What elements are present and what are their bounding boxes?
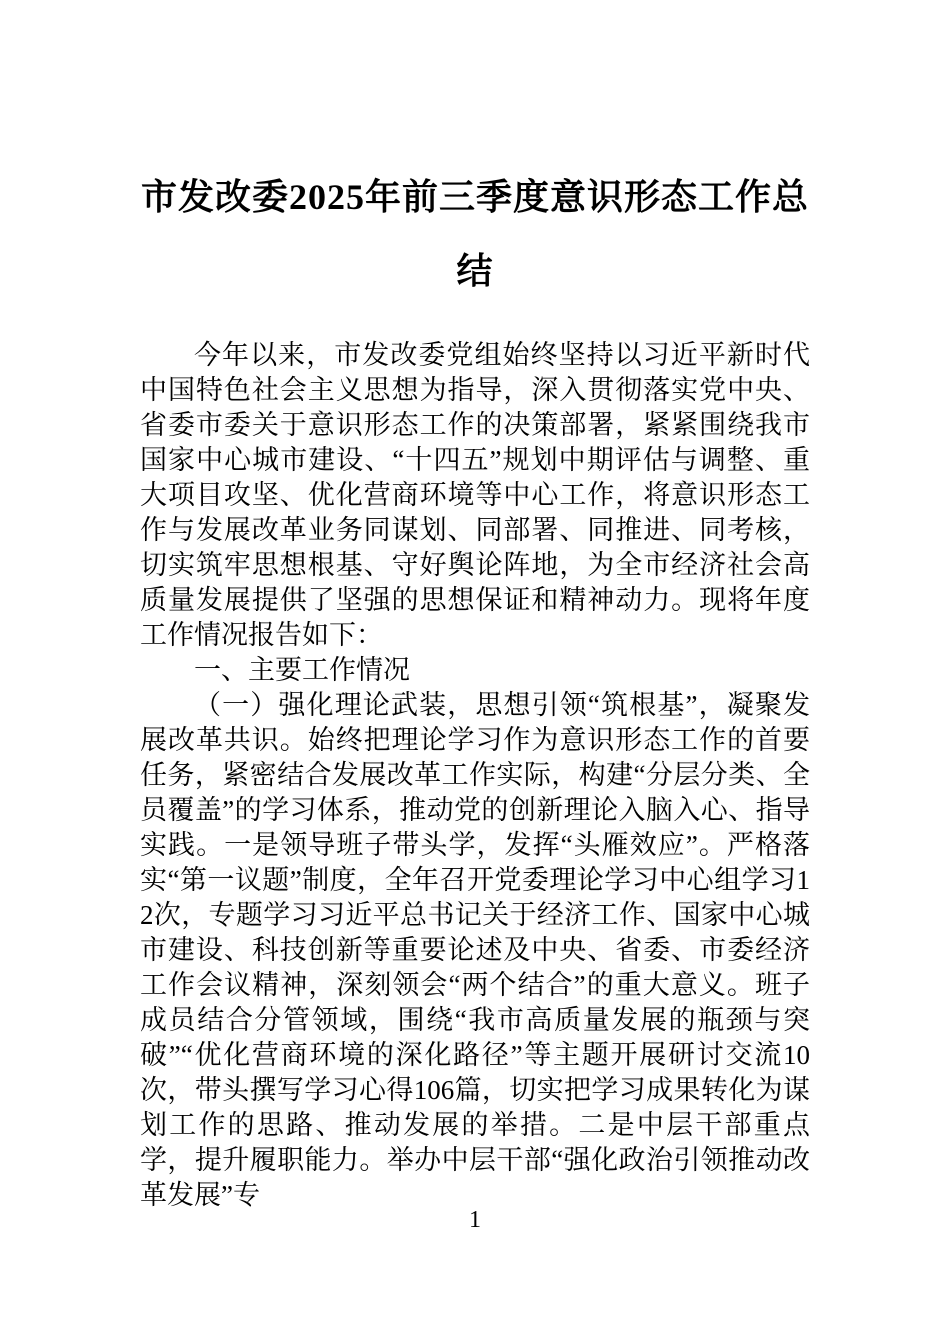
document-body: [140, 338, 810, 1213]
paragraph: （一）强化理论武装，思想引领“筑根基”，凝聚发展改革共识。始终把理论学习作为意识形态工作的首要任务，紧密结合发展改革工作实际，构建“分层分类、全员覆盖”的学习体系，推动党的创新理论入脑入心、指导实践。一是领导班子带头学，发挥“头雁效应”。严格落实“第一议题”制度，全年召开党委理论学习中心组学习12次，专题学习习近平总书记关于经济工作、国家中心城市建设、科技创新等重要论述及中央、省委、市委经济工作会议精神，深刻领会“两个结合”的重大意义。班子成员结合分管领域，围绕“我市高质量发展的瓶颈与突破”“优化营商环境的深化路径”等主题开展研讨交流10次，带头撰写学习心得106篇，切实把学习成果转化为谋划工作的思路、推动发展的举措。二是中层干部重点学，提升履职能力。举办中层干部“强化政治引领推动改革发展”专: [140, 690, 810, 1210]
paragraph: 今年以来，市发改委党组始终坚持以习近平新时代中国特色社会主义思想为指导，深入贯彻落实党中央、省委市委关于意识形态工作的决策部署，紧紧围绕我市国家中心城市建设、“十四五”规划中期评估与调整、重大项目攻坚、优化营商环境等中心工作，将意识形态工作与发展改革业务同谋划、同部署、同推进、同考核，切实筑牢思想根基、守好舆论阵地，为全市经济社会高质量发展提供了坚强的思想保证和精神动力。现将年度工作情况报告如下：: [140, 340, 810, 650]
page-footer: [0, 1206, 950, 1234]
document-title: 市发改委2025年前三季度意识形态工作总结: [140, 177, 809, 291]
page-number: 1: [469, 1207, 481, 1233]
section-heading: 一、主要工作情况: [194, 655, 410, 685]
